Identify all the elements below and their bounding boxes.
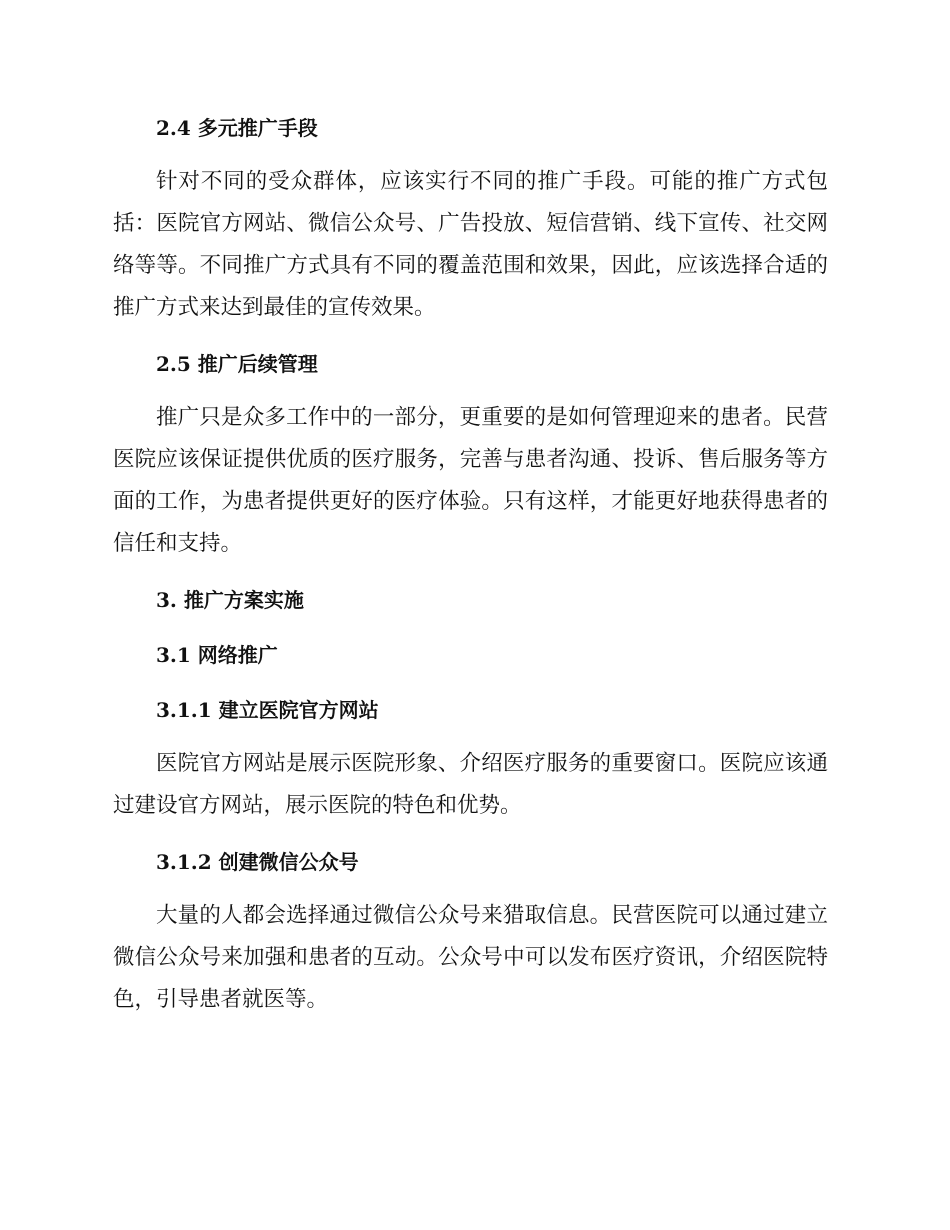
paragraph-line: 推广只是众多工作中的一部分，更重要的是如何管理迎来的患者。民营 [156, 405, 828, 430]
paragraph-line: 面的工作，为患者提供更好的医疗体验。只有这样，才能更好地获得患者的 [113, 489, 828, 514]
paragraph-3-1-2 [113, 895, 828, 1021]
paragraph-line: 针对不同的受众群体，应该实行不同的推广手段。可能的推广方式包 [156, 169, 828, 194]
paragraph-line: 括：医院官方网站、微信公众号、广告投放、短信营销、线下宣传、社交网 [113, 211, 828, 236]
section-heading-2-5: 2.5 推广后续管理 [156, 352, 318, 376]
paragraph-line: 医院官方网站是展示医院形象、介绍医疗服务的重要窗口。医院应该通 [156, 751, 828, 776]
paragraph-line: 络等等。不同推广方式具有不同的覆盖范围和效果，因此，应该选择合适的 [113, 253, 828, 278]
section-heading-2-4: 2.4 多元推广手段 [156, 116, 318, 140]
paragraph-line: 微信公众号来加强和患者的互动。公众号中可以发布医疗资讯，介绍医院特 [113, 945, 828, 970]
paragraph-line: 信任和支持。 [113, 531, 243, 556]
paragraph-line: 医院应该保证提供优质的医疗服务，完善与患者沟通、投诉、售后服务等方 [113, 447, 828, 472]
paragraph-2-4 [113, 161, 828, 329]
section-heading-3-1: 3.1 网络推广 [156, 643, 278, 667]
paragraph-line: 过建设官方网站，展示医院的特色和优势。 [113, 793, 522, 818]
paragraph-line: 色，引导患者就医等。 [113, 987, 329, 1012]
paragraph-3-1-1 [113, 743, 828, 827]
section-heading-3-1-1: 3.1.1 建立医院官方网站 [156, 698, 379, 722]
section-heading-3-1-2: 3.1.2 创建微信公众号 [156, 850, 359, 874]
section-heading-3: 3. 推广方案实施 [156, 588, 304, 612]
paragraph-line: 推广方式来达到最佳的宣传效果。 [113, 295, 436, 320]
paragraph-line: 大量的人都会选择通过微信公众号来猎取信息。民营医院可以通过建立 [156, 903, 828, 928]
paragraph-2-5 [113, 397, 828, 565]
